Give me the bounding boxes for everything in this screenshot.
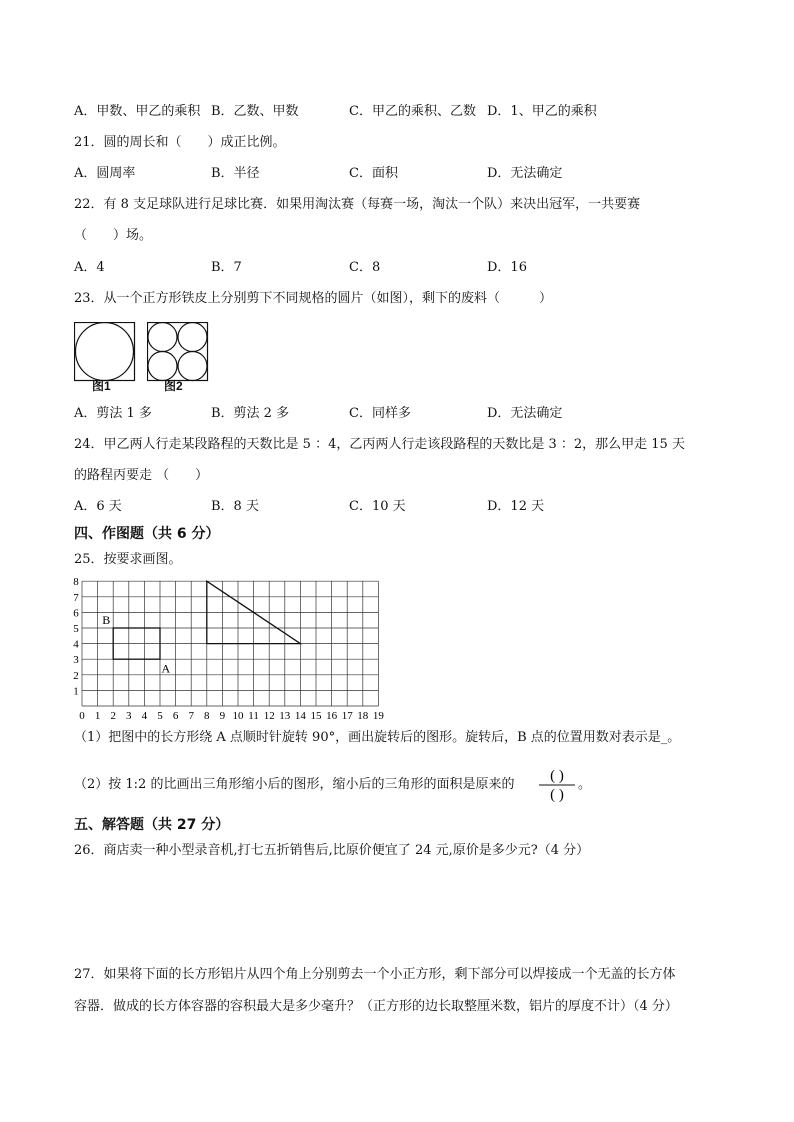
q24-stem-line2: 的路程丙要走 （ ）	[74, 468, 209, 483]
fraction-blank	[536, 766, 578, 802]
q25-stem: 25．按要求画图。	[74, 552, 182, 567]
x-tick-label: 18	[357, 710, 369, 722]
x-tick-label: 9	[219, 710, 226, 722]
small-circle	[148, 323, 177, 352]
q21-option-c: C．面积	[349, 166, 398, 181]
coordinate-grid	[70, 574, 390, 724]
y-tick-label: 6	[73, 607, 79, 620]
y-tick-label: 1	[73, 685, 79, 698]
q23-figure-1-label: 图1	[92, 379, 111, 393]
q21-stem: 21．圆的周长和（ ）成正比例。	[74, 135, 286, 150]
q27-stem-line2: 容器．做成的长方体容器的容积最大是多少毫升？（正方形的边长取整厘米数，铝片的厚度不计）（4 分）	[74, 999, 678, 1014]
x-tick-label: 7	[188, 710, 194, 722]
x-tick-label: 15	[310, 710, 322, 722]
q27-stem-line1: 27．如果将下面的长方形铝片从四个角上分别剪去一个小正方形，剩下部分可以焊接成一个无盖的长方体	[74, 967, 676, 982]
point-a-label: A	[161, 661, 171, 676]
q24-option-a: A．6 天	[74, 499, 122, 514]
x-tick-label: 17	[341, 710, 353, 722]
q24-option-d: D．12 天	[487, 499, 545, 514]
y-tick-label: 3	[73, 654, 79, 667]
q25-part-2-end: 。	[578, 777, 592, 792]
q22-option-a: A．4	[74, 260, 105, 275]
x-tick-label: 10	[232, 710, 244, 722]
q25-part-2-text: （2）按 1:2 的比画出三角形缩小后的图形，缩小后的三角形的面积是原来的	[74, 777, 515, 792]
fraction-numerator: ( )	[550, 768, 564, 784]
x-tick-label: 16	[326, 710, 338, 722]
q23-option-b: B．剪法 2 多	[211, 406, 290, 421]
q22-stem-line2: （ ）场。	[74, 228, 153, 243]
q20-option-d: D．1、甲乙的乘积	[487, 104, 597, 119]
q21-option-a: A．圆周率	[74, 166, 136, 181]
q23-stem: 23．从一个正方形铁皮上分别剪下不同规格的圆片（如图），剩下的废料（ ）	[74, 291, 553, 306]
q21-option-b: B．半径	[211, 166, 260, 181]
q22-option-d: D．16	[487, 260, 527, 275]
section-5-title: 五、解答题（共 27 分）	[74, 817, 230, 833]
q24-option-c: C．10 天	[349, 499, 406, 514]
q23-option-d: D．无法确定	[487, 406, 563, 421]
x-tick-label: 5	[157, 710, 163, 722]
section-4-title: 四、作图题（共 6 分）	[74, 526, 220, 542]
q20-option-a: A．甲数、甲乙的乘积	[74, 104, 201, 119]
point-b-label: B	[102, 613, 111, 628]
x-tick-label: 11	[248, 710, 259, 722]
x-tick-label: 3	[126, 710, 132, 722]
x-tick-label: 0	[79, 710, 85, 722]
x-tick-label: 6	[172, 710, 179, 722]
y-tick-label: 2	[73, 669, 79, 682]
x-tick-label: 1	[94, 710, 101, 722]
small-circle	[148, 352, 177, 381]
q25-part-1: （1）把图中的长方形绕 A 点顺时针旋转 90°，画出旋转后的图形。旋转后，B 点的位置用数对表示是_。	[74, 730, 681, 745]
square-outline	[148, 323, 208, 381]
q22-stem-line1: 22．有 8 支足球队进行足球比赛．如果用淘汰赛（每赛一场，淘汰一个队）来决出冠军，一共要赛	[74, 197, 641, 212]
x-tick-label: 4	[141, 710, 148, 722]
x-tick-label: 2	[110, 710, 116, 722]
y-tick-label: 5	[73, 623, 79, 635]
fraction-denominator: ( )	[550, 787, 564, 802]
q22-option-c: C．8	[349, 260, 381, 275]
y-tick-label: 7	[73, 591, 79, 604]
q26-stem: 26．商店卖一种小型录音机,打七五折销售后,比原价便宜了 24 元,原价是多少元?（4 分）	[74, 843, 590, 858]
x-tick-label: 14	[294, 710, 306, 722]
x-tick-label: 12	[263, 710, 275, 722]
q23-option-c: C．同样多	[349, 406, 411, 421]
q20-option-c: C．甲乙的乘积、乙数	[349, 104, 476, 119]
q22-option-b: B．7	[211, 260, 242, 275]
y-tick-label: 4	[73, 638, 79, 651]
y-tick-label: 8	[73, 576, 79, 589]
q24-option-b: B．8 天	[211, 499, 259, 514]
q20-option-b: B．乙数、甲数	[211, 104, 299, 119]
q24-stem-line1: 24．甲乙两人行走某段路程的天数比是 5 ：4，乙丙两人行走该段路程的天数比是 3 ：2，那么甲走 15 天	[74, 437, 685, 452]
q23-figure-2	[147, 322, 209, 382]
small-circle	[178, 352, 207, 381]
q21-option-d: D．无法确定	[487, 166, 563, 181]
q23-option-a: A．剪法 1 多	[74, 406, 152, 421]
x-tick-label: 13	[279, 710, 291, 722]
q23-figure-1	[74, 322, 136, 382]
small-circle	[178, 323, 207, 352]
large-circle	[76, 323, 134, 381]
x-tick-label: 8	[204, 710, 210, 722]
x-tick-label: 19	[372, 710, 384, 722]
q23-figure-2-label: 图2	[164, 379, 183, 393]
